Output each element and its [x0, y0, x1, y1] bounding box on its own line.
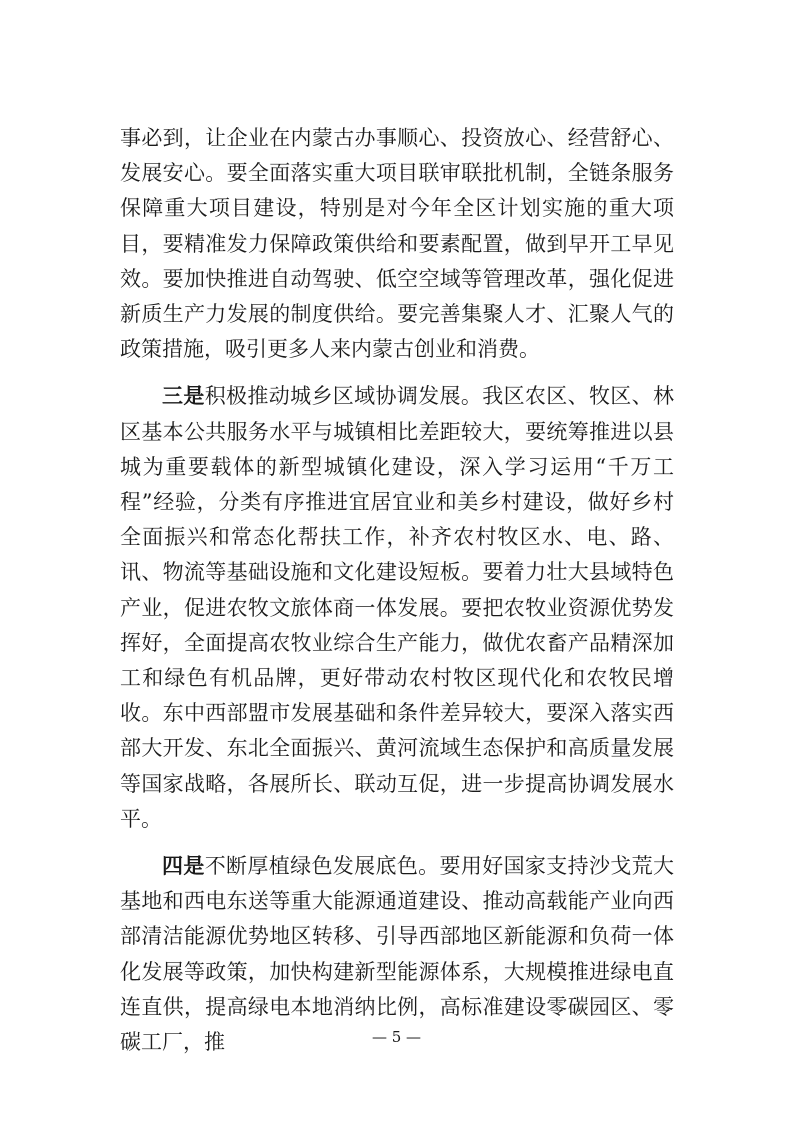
paragraph-2-text: 积极推动城乡区域协调发展。我区农区、牧区、林区基本公共服务水平与城镇相比差距较大，要统筹推进以县城为重要载体的新型城镇化建设，深入学习运用“千万工程”经验，分类有序推进宜居宜业和美乡村建设，做好乡村全面振兴和常态化帮扶工作，补齐农村牧区水、电、路、讯、物流等基础设施和文化建设短板。要着力壮大县域特色产业，促进农牧文旅体商一体发展。要把农牧业资源优势发挥好，全面提高农牧业综合生产能力，做优农畜产品精深加工和绿色有机品牌，更好带动农村牧区现代化和农牧民增收。东中西部盟市发展基础和条件差异较大，要深入落实西部大开发、东北全面振兴、黄河流域生态保护和高质量发展等国家战略，各展所长、联动互促，进一步提高协调发展水平。 [120, 384, 675, 831]
paragraph-2 [120, 378, 674, 837]
page-number: — 5 — [371, 1028, 422, 1046]
paragraph-3-lead: 四是 [162, 853, 205, 879]
paragraph-1 [120, 121, 674, 367]
document-body [120, 121, 674, 1060]
paragraph-2-lead: 三是 [162, 383, 205, 409]
paragraph-1-text: 事必到，让企业在内蒙古办事顺心、投资放心、经营舒心、发展安心。要全面落实重大项目联审联批机制，全链条服务保障重大项目建设，特别是对今年全区计划实施的重大项目，要精准发力保障政策供给和要素配置，做到早开工早见效。要加快推进自动驾驶、低空空域等管理改革，强化促进新质生产力发展的制度供给。要完善集聚人才、汇聚人气的政策措施，吸引更多人来内蒙古创业和消费。 [120, 126, 674, 362]
paragraph-3-text: 不断厚植绿色发展底色。要用好国家支持沙戈荒大基地和西电东送等重大能源通道建设、推动高载能产业向西部清洁能源优势地区转移、引导西部地区新能源和负荷一体化发展等政策，加快构建新型能源体系，大规模推进绿电直连直供，提高绿电本地消纳比例，高标准建设零碳园区、零碳工厂，推 [120, 854, 675, 1055]
